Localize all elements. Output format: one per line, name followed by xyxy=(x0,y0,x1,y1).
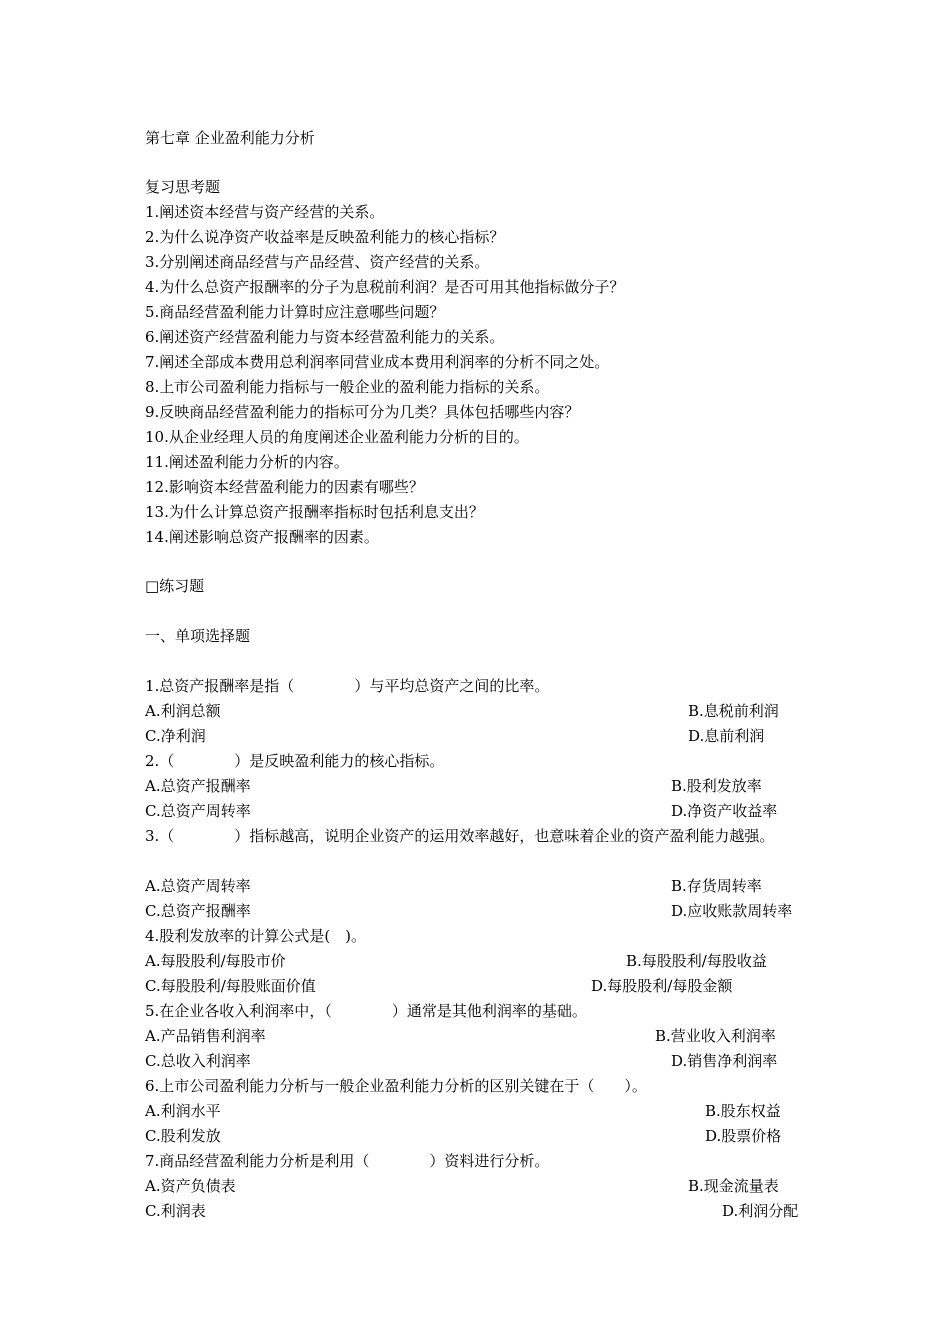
review-item: 9.反映商品经营盈利能力的指标可分为几类？具体包括哪些内容？ xyxy=(145,403,580,421)
option-c: C.总资产报酬率 xyxy=(145,902,251,920)
option-c: C.股利发放 xyxy=(145,1127,221,1145)
option-b: B.每股股利/每股收益 xyxy=(626,952,767,970)
option-a: A.总资产周转率 xyxy=(145,877,251,895)
question-stem: 5.在企业各收入利润率中，（ ）通常是其他利润率的基础。 xyxy=(145,1002,587,1020)
review-item: 7.阐述全部成本费用总利润率同营业成本费用利润率的分析不同之处。 xyxy=(145,353,610,371)
review-item: 2.为什么说净资产收益率是反映盈利能力的核心指标？ xyxy=(145,228,505,246)
option-a: A.总资产报酬率 xyxy=(145,777,251,795)
option-d: D.利润分配 xyxy=(722,1202,799,1220)
option-a: A.每股股利/每股市价 xyxy=(145,952,286,970)
option-c: C.每股股利/每股账面价值 xyxy=(145,977,316,995)
option-c: C.总收入利润率 xyxy=(145,1052,251,1070)
option-b: B.存货周转率 xyxy=(671,877,762,895)
question-stem: 3.（ ）指标越高，说明企业资产的运用效率越好，也意味着企业的资产盈利能力越强。 xyxy=(145,827,775,845)
option-d: D.销售净利润率 xyxy=(671,1052,778,1070)
exercise-heading: □练习题 xyxy=(145,577,205,595)
review-item: 14.阐述影响总资产报酬率的因素。 xyxy=(145,528,379,546)
review-item: 11.阐述盈利能力分析的内容。 xyxy=(145,453,349,471)
option-b: B.股东权益 xyxy=(705,1102,781,1120)
option-b: B.现金流量表 xyxy=(688,1177,779,1195)
review-item: 1.阐述资本经营与资产经营的关系。 xyxy=(145,203,385,221)
review-item: 5.商品经营盈利能力计算时应注意哪些问题？ xyxy=(145,303,445,321)
option-b: B.息税前利润 xyxy=(688,702,779,720)
option-a: A.资产负债表 xyxy=(145,1177,236,1195)
question-stem: 7.商品经营盈利能力分析是利用（ ）资料进行分析。 xyxy=(145,1152,550,1170)
option-d: D.每股股利/每股金额 xyxy=(591,977,733,995)
option-d: D.应收账款周转率 xyxy=(671,902,793,920)
review-item: 6.阐述资产经营盈利能力与资本经营盈利能力的关系。 xyxy=(145,328,505,346)
review-item: 8.上市公司盈利能力指标与一般企业的盈利能力指标的关系。 xyxy=(145,378,550,396)
chapter-title: 第七章 企业盈利能力分析 xyxy=(145,129,315,147)
option-d: D.息前利润 xyxy=(688,727,765,745)
review-item: 4.为什么总资产报酬率的分子为息税前利润？是否可用其他指标做分子？ xyxy=(145,278,625,296)
option-c: C.总资产周转率 xyxy=(145,802,251,820)
option-d: D.净资产收益率 xyxy=(671,802,778,820)
option-c: C.利润表 xyxy=(145,1202,206,1220)
option-a: A.产品销售利润率 xyxy=(145,1027,266,1045)
question-stem: 6.上市公司盈利能力分析与一般企业盈利能力分析的区别关键在于（ ）。 xyxy=(145,1077,647,1095)
review-heading: 复习思考题 xyxy=(145,178,221,196)
review-item: 12.影响资本经营盈利能力的因素有哪些？ xyxy=(145,478,424,496)
review-item: 3.分别阐述商品经营与产品经营、资产经营的关系。 xyxy=(145,253,490,271)
review-item: 13.为什么计算总资产报酬率指标时包括利息支出？ xyxy=(145,503,484,521)
option-d: D.股票价格 xyxy=(705,1127,782,1145)
option-c: C.净利润 xyxy=(145,727,206,745)
question-stem: 4.股利发放率的计算公式是( )。 xyxy=(145,927,367,945)
option-b: B.股利发放率 xyxy=(671,777,762,795)
option-b: B.营业收入利润率 xyxy=(655,1027,776,1045)
option-a: A.利润总额 xyxy=(145,702,221,720)
question-stem: 2.（ ）是反映盈利能力的核心指标。 xyxy=(145,752,445,770)
question-stem: 1.总资产报酬率是指（ ）与平均总资产之间的比率。 xyxy=(145,677,550,695)
single-choice-heading: 一、单项选择题 xyxy=(145,627,251,645)
option-a: A.利润水平 xyxy=(145,1102,221,1120)
review-item: 10.从企业经理人员的角度阐述企业盈利能力分析的目的。 xyxy=(145,428,529,446)
